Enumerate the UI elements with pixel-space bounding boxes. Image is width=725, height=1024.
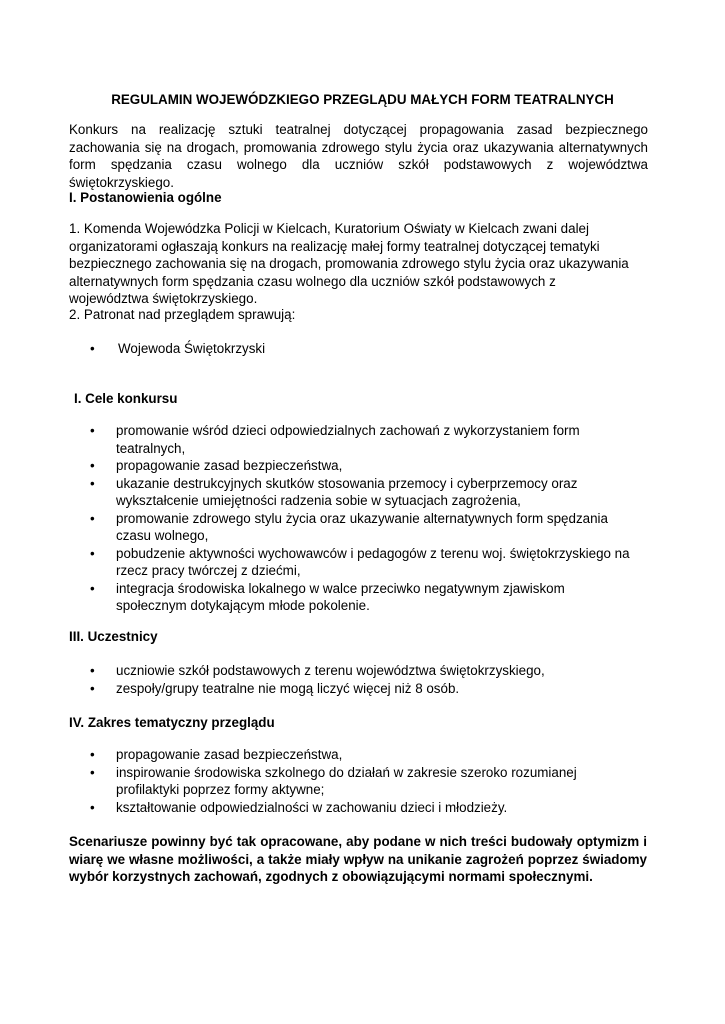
list-item: • propagowanie zasad bezpieczeństwa, xyxy=(90,457,630,475)
list-item: • ukazanie destrukcyjnych skutków stosowania przemocy i cyberprzemocy oraz wykształcenie umiejętności radzenia sobie w sytuacjach zagrożenia, xyxy=(90,475,630,510)
patron-list xyxy=(90,340,390,358)
list-item: • promowanie zdrowego stylu życia oraz ukazywanie alternatywnych form spędzania czasu wolnego, xyxy=(90,510,630,545)
section-1-heading: I. Postanowienia ogólne xyxy=(69,190,222,205)
list-item: • zespoły/grupy teatralne nie mogą liczyć więcej niż 8 osób. xyxy=(90,680,630,698)
list-item: • pobudzenie aktywności wychowawców i pedagogów z terenu woj. świętokrzyskiego na rzecz pracy twórczej z dziećmi, xyxy=(90,545,630,580)
intro-paragraph: Konkurs na realizację sztuki teatralnej dotyczącej propagowania zasad bezpiecznego zachowania się na drogach, promowania zdrowego stylu życia oraz ukazywania alternatywnych form spędzania czasu wolnego dla uczniów szkół podstawowych z województwa świętokrzyskiego. xyxy=(69,122,648,190)
section-4-heading: IV. Zakres tematyczny przeglądu xyxy=(69,715,275,730)
section-2-heading: I. Cele konkursu xyxy=(74,391,178,406)
list-item: • inspirowanie środowiska szkolnego do działań w zakresie szeroko rozumianej profilaktyki poprzez formy aktywne; xyxy=(90,764,630,799)
closing-paragraph: Scenariusze powinny być tak opracowane, aby podane w nich treści budowały optymizm i wiarę we własne możliwości, a także miały wpływ na unikanie zagrożeń poprzez świadomy wybór korzystnych zachowań, zgodnych z obowiązującymi normami społecznymi. xyxy=(69,834,647,884)
list-item: • Wojewoda Świętokrzyski xyxy=(90,340,390,358)
list-item: • promowanie wśród dzieci odpowiedzialnych zachowań z wykorzystaniem form teatralnych, xyxy=(90,422,630,457)
scope-list xyxy=(90,746,630,816)
document-title: REGULAMIN WOJEWÓDZKIEGO PRZEGLĄDU MAŁYCH FORM TEATRALNYCH xyxy=(111,92,614,107)
goals-list xyxy=(90,422,630,615)
section-3-heading: III. Uczestnicy xyxy=(69,629,158,644)
list-item: • propagowanie zasad bezpieczeństwa, xyxy=(90,746,630,764)
list-item: • kształtowanie odpowiedzialności w zachowaniu dzieci i młodzieży. xyxy=(90,799,630,817)
section-1-paragraph-2: 2. Patronat nad przeglądem sprawują: xyxy=(69,307,296,322)
list-item: • uczniowie szkół podstawowych z terenu województwa świętokrzyskiego, xyxy=(90,662,630,680)
section-1-paragraph-1: 1. Komenda Wojewódzka Policji w Kielcach, Kuratorium Oświaty w Kielcach zwani dalej organizatorami ogłaszają konkurs na realizację małej formy teatralnej dotyczącej tematyki bezpiecznego zachowania się na drogach, promowania zdrowego stylu życia oraz ukazywania alternatywnych form spędzania czasu wolnego dla uczniów szkół podstawowych z województwa świętokrzyskiego. xyxy=(69,221,629,306)
list-item: • integracja środowiska lokalnego w walce przeciwko negatywnym zjawiskom społecznym dotykającym młode pokolenie. xyxy=(90,580,630,615)
participants-list xyxy=(90,662,630,697)
